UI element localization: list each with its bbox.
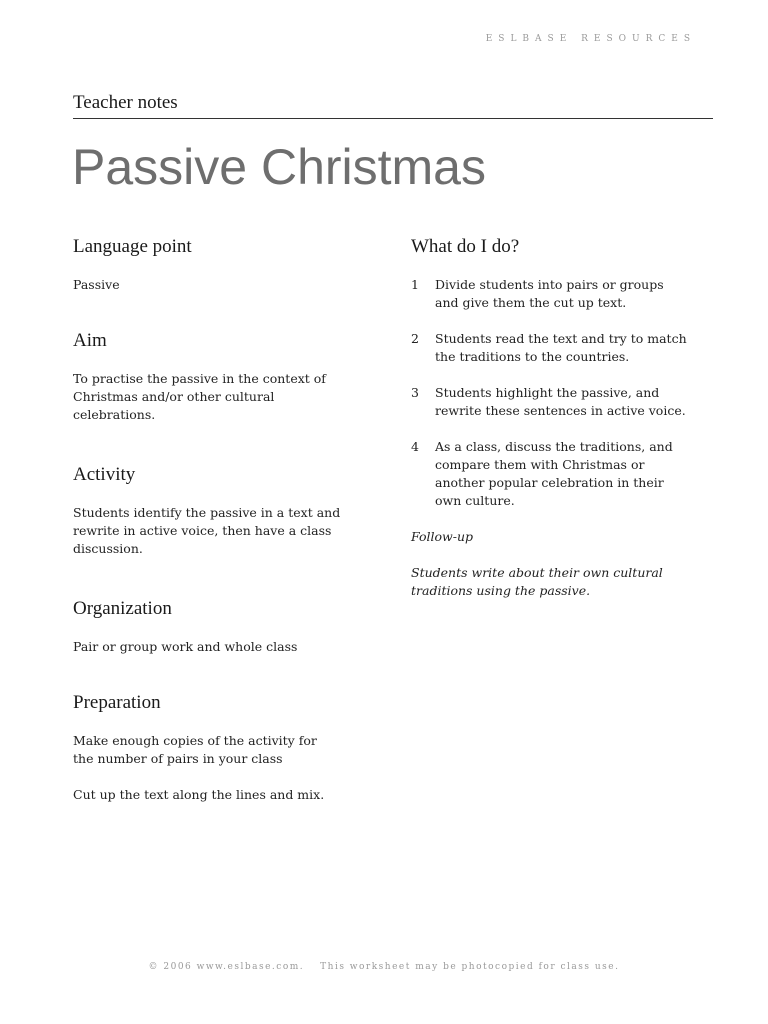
- section-line: celebrations.: [73, 407, 156, 422]
- section-line: Students identify the passive in a text and: [73, 505, 341, 520]
- follow-up-line: Students write about their own cultural: [411, 565, 663, 580]
- section-line: discussion.: [73, 541, 143, 556]
- section-line: Christmas and/or other cultural: [73, 389, 275, 404]
- follow-up-line: traditions using the passive.: [411, 583, 591, 598]
- section-line: Cut up the text along the lines and mix.: [73, 787, 325, 802]
- section-heading: Activity: [73, 464, 136, 485]
- footer-copyright: © 2006 www.eslbase.com.: [148, 962, 305, 972]
- step-line: another popular celebration in their: [435, 475, 664, 490]
- section-aim: [73, 328, 373, 424]
- step-line: compare them with Christmas or: [435, 457, 645, 472]
- brand-label: ESLBASE RESOURCES: [485, 34, 696, 44]
- footer-notice: This worksheet may be photocopied for class use.: [320, 962, 620, 972]
- step-text: [435, 438, 711, 510]
- step-text: [435, 384, 711, 420]
- section-heading: Language point: [73, 236, 192, 257]
- step-number: 4: [411, 439, 419, 454]
- teacher-notes-heading: Teacher notes: [73, 92, 713, 119]
- step-number: 3: [411, 385, 419, 400]
- section-preparation: [73, 690, 373, 804]
- step-line: and give them the cut up text.: [435, 295, 627, 310]
- step-text: [435, 330, 711, 366]
- step-line: Students read the text and try to match: [435, 331, 687, 346]
- section-line: Make enough copies of the activity for: [73, 733, 317, 748]
- section-activity: [73, 462, 373, 558]
- follow-up-label: Follow-up: [411, 529, 474, 544]
- step-line: the traditions to the countries.: [435, 349, 630, 364]
- step-text: [435, 276, 711, 312]
- section-heading: Organization: [73, 598, 172, 619]
- section-line: Passive: [73, 277, 120, 292]
- section-language-point: [73, 234, 373, 294]
- section-heading: Aim: [73, 330, 107, 351]
- step-item: [411, 330, 711, 366]
- step-line: As a class, discuss the traditions, and: [435, 439, 673, 454]
- section-heading: Preparation: [73, 692, 161, 713]
- page-footer: [0, 962, 768, 972]
- step-item: [411, 438, 711, 510]
- page-title: Passive Christmas: [72, 139, 486, 195]
- section-line: the number of pairs in your class: [73, 751, 283, 766]
- step-item: [411, 276, 711, 312]
- what-do-i-do-heading: What do I do?: [411, 236, 520, 257]
- left-column: [73, 234, 373, 804]
- step-number: 1: [411, 277, 419, 292]
- step-number: 2: [411, 331, 419, 346]
- step-line: own culture.: [435, 493, 515, 508]
- step-line: Divide students into pairs or groups: [435, 277, 664, 292]
- section-line: rewrite in active voice, then have a class: [73, 523, 332, 538]
- section-line: To practise the passive in the context of: [73, 371, 326, 386]
- right-column: [411, 234, 711, 600]
- step-line: Students highlight the passive, and: [435, 385, 660, 400]
- section-organization: [73, 596, 373, 656]
- section-line: Pair or group work and whole class: [73, 639, 298, 654]
- step-line: rewrite these sentences in active voice.: [435, 403, 686, 418]
- step-item: [411, 384, 711, 420]
